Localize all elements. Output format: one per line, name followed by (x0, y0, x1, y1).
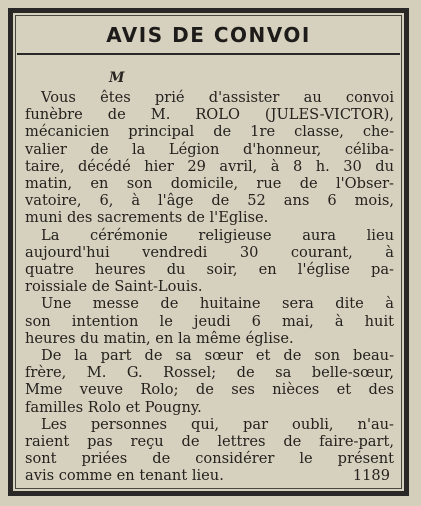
closing-line (25, 467, 394, 484)
text-line: son intention le jeudi 6 mai, à huit (25, 312, 394, 330)
text-line: Une messe de huitaine sera dite à (41, 295, 394, 313)
paragraph-mass (25, 295, 394, 347)
text-line: funèbre de M. ROLO (JULES-VICTOR), (25, 106, 394, 124)
notice-frame (8, 8, 409, 496)
text-line: La cérémonie religieuse aura lieu (41, 226, 394, 244)
text-line: muni des sacrements de l'Eglise. (25, 209, 269, 227)
text-line: Vous êtes prié d'assister au convoi (41, 89, 394, 106)
text-line: raient pas reçu de lettres de faire-part, (25, 433, 394, 451)
notice-title: AVIS DE CONVOI (106, 23, 311, 47)
text-line: Les personnes qui, par oubli, n'au- (41, 415, 394, 433)
paragraph-family (25, 347, 394, 416)
paragraph-ceremony (25, 227, 394, 296)
paragraph-invitation (25, 89, 394, 227)
title-divider (17, 53, 400, 55)
paragraph-closing (25, 416, 394, 485)
text-line: vatoire, 6, à l'âge de 52 ans 6 mois, (25, 192, 394, 210)
text-line: heures du matin, en la même église. (25, 329, 294, 347)
text-line: valier de la Légion d'honneur, céliba- (25, 140, 394, 158)
text-line: aujourd'hui vendredi 30 courant, à (25, 243, 394, 261)
text-line: quatre heures du soir, en l'église pa- (25, 261, 394, 279)
text-line: matin, en son domicile, rue de l'Obser- (25, 175, 394, 193)
text-line: taire, décédé hier 29 avril, à 8 h. 30 du (25, 157, 394, 175)
text-line: roissiale de Saint-Louis. (25, 278, 203, 296)
text-line: avis comme en tenant lieu. (25, 467, 224, 485)
text-line: frère, M. G. Rossel; de sa belle-sœur, (25, 364, 394, 382)
salutation: M (109, 70, 125, 86)
text-line: Mme veuve Rolo; de ses nièces et des (25, 381, 394, 399)
text-line: sont priées de considérer le présent (25, 450, 394, 468)
reference-number: 1189 (352, 467, 390, 485)
text-line: mécanicien principal de 1re classe, che- (25, 123, 394, 141)
text-line: De la part de sa sœur et de son beau- (41, 347, 394, 365)
notice-body (25, 89, 394, 485)
text-line: familles Rolo et Pougny. (25, 398, 202, 416)
